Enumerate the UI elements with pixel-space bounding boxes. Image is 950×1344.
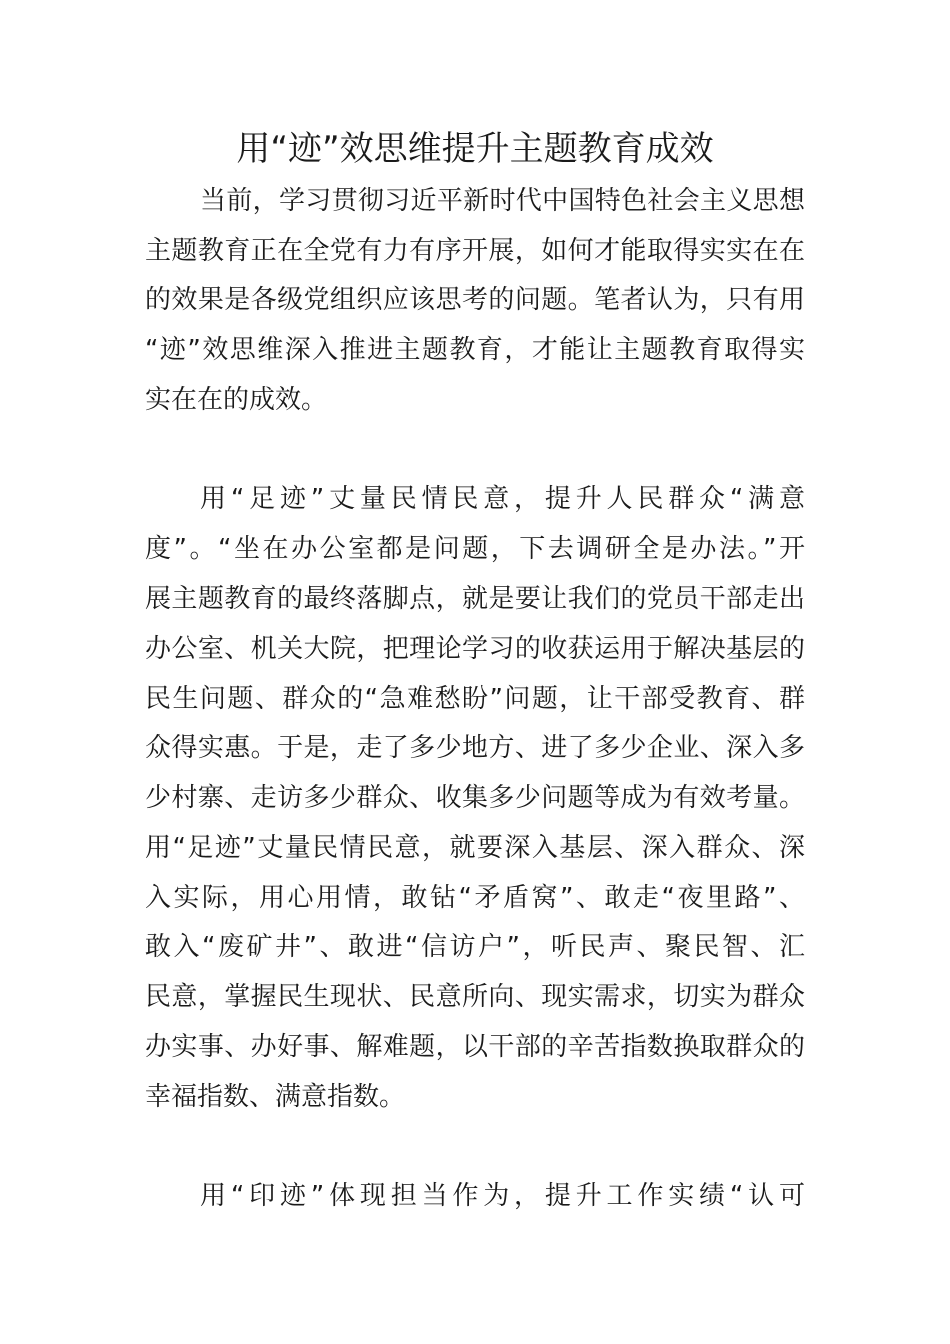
text-line: 敢入“废矿井”、敢进“信访户”，听民声、聚民智、汇 <box>145 932 805 962</box>
text-line: 度”。“坐在办公室都是问题，下去调研全是办法。”开 <box>145 534 805 564</box>
text-line: 主题教育正在全党有力有序开展，如何才能取得实实在在 <box>145 236 805 266</box>
text-line: 用“足迹”丈量民情民意，就要深入基层、深入群众、深 <box>145 833 805 863</box>
text-line: 幸福指数、满意指数。 <box>145 1082 406 1112</box>
text-line: 民生问题、群众的“急难愁盼”问题，让干部受教育、群 <box>145 684 805 714</box>
text-line: 当前，学习贯彻习近平新时代中国特色社会主义思想 <box>200 186 805 216</box>
text-line: 展主题教育的最终落脚点，就是要让我们的党员干部走出 <box>145 584 805 614</box>
text-line: 用“印迹”体现担当作为，提升工作实绩“认可 <box>200 1181 805 1211</box>
text-line: 用“足迹”丈量民情民意，提升人民群众“满意 <box>200 484 805 514</box>
text-line: 办实事、办好事、解难题，以干部的辛苦指数换取群众的 <box>145 1032 805 1062</box>
text-line: 办公室、机关大院，把理论学习的收获运用于解决基层的 <box>145 634 805 664</box>
text-line: 众得实惠。于是，走了多少地方、进了多少企业、深入多 <box>145 733 805 763</box>
text-line: 少村寨、走访多少群众、收集多少问题等成为有效考量。 <box>145 783 805 813</box>
text-line: 民意，掌握民生现状、民意所向、现实需求，切实为群众 <box>145 982 805 1012</box>
text-line: 实在在的成效。 <box>145 385 328 415</box>
text-line: 的效果是各级党组织应该思考的问题。笔者认为，只有用 <box>145 285 805 315</box>
text-line: “迹”效思维深入推进主题教育，才能让主题教育取得实 <box>145 335 805 365</box>
document-title: 用“迹”效思维提升主题教育成效 <box>236 129 714 169</box>
text-line: 入实际，用心用情，敢钻“矛盾窝”、敢走“夜里路”、 <box>145 883 805 913</box>
